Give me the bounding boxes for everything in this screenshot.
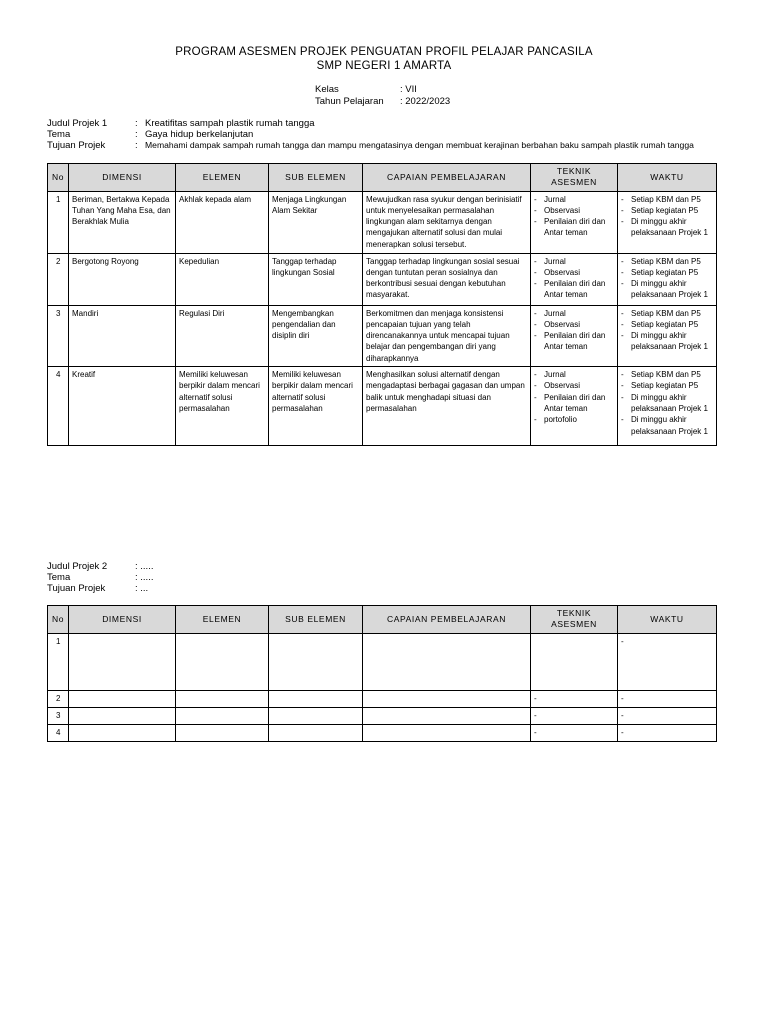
col-elemen: ELEMEN <box>176 164 269 192</box>
teknik-item: - portofolio <box>534 414 614 425</box>
row-waktu: - <box>618 707 717 724</box>
teknik-item: - Jurnal <box>534 369 614 380</box>
col-sub-elemen: SUB ELEMEN <box>269 606 363 634</box>
table-row <box>48 191 717 253</box>
teknik-item: - Observasi <box>534 380 614 391</box>
row-capaian: Mewujudkan rasa syukur dengan berinisiatif untuk menyelesaikan permasalahan lingkungan alam sekitarnya dengan mengajukan alternatif solusi dan mulai menerapkan solusi tersebut. <box>363 191 531 253</box>
waktu-item: - Di minggu akhir pelaksanaan Projek 1 <box>621 216 713 239</box>
waktu-item: - Setiap kegiatan P5 <box>621 319 713 330</box>
col-teknik: TEKNIK ASESMEN <box>531 164 618 192</box>
col-capaian: CAPAIAN PEMBELAJARAN <box>363 606 531 634</box>
row-sub-elemen <box>269 724 363 741</box>
col-waktu: WAKTU <box>618 164 717 192</box>
row-teknik <box>531 191 618 253</box>
row-teknik <box>531 367 618 446</box>
row-capaian: Tanggap terhadap lingkungan sosial sesuai dengan tuntutan peran sosialnya dan berkontribusi sesuai dengan kebutuhan masyarakat. <box>363 253 531 305</box>
row-waktu <box>618 191 717 253</box>
row-capaian: Berkomitmen dan menjaga konsistensi pencapaian tujuan yang telah direncanakannya untuk mencapai tujuan belajar dan pengembangan diri yang diharapkannya <box>363 305 531 366</box>
row-dimensi: Beriman, Bertakwa Kepada Tuhan Yang Maha Esa, dan Berakhlak Mulia <box>69 191 176 253</box>
row-waktu <box>618 367 717 446</box>
row-capaian <box>363 633 531 690</box>
teknik-item: - Jurnal <box>534 256 614 267</box>
project2-info <box>47 561 153 594</box>
assessment-table-1 <box>47 163 717 446</box>
table-row <box>48 690 717 707</box>
row-waktu: - <box>618 633 717 690</box>
row-capaian <box>363 707 531 724</box>
row-elemen: Akhlak kepada alam <box>176 191 269 253</box>
row-elemen <box>176 707 269 724</box>
project1-info: Judul Projek 1 : Kreatifitas sampah plastik rumah tangga Tema : Gaya hidup berkelanjutan Tujuan Projek : Memahami dampak sampah rumah tangga dan mampu mengatasinya dengan membuat kerajinan berbahan baku sampah plastik rumah tangga <box>47 118 694 151</box>
waktu-item: - Di minggu akhir pelaksanaan Projek 1 <box>621 278 713 301</box>
row-no: 4 <box>48 724 69 741</box>
tahun-label: Tahun Pelajaran <box>315 96 384 107</box>
waktu-item: - Di minggu akhir pelaksanaan Projek 1 <box>621 330 713 353</box>
row-elemen <box>176 690 269 707</box>
row-waktu <box>618 305 717 366</box>
row-waktu <box>618 253 717 305</box>
row-elemen <box>176 633 269 690</box>
row-capaian <box>363 690 531 707</box>
row-sub-elemen: Tanggap terhadap lingkungan Sosial <box>269 253 363 305</box>
col-sub-elemen: SUB ELEMEN <box>269 164 363 192</box>
tujuan-value: Memahami dampak sampah rumah tangga dan mampu mengatasinya dengan membuat kerajinan berbahan baku sampah plastik rumah tangga <box>145 140 694 150</box>
judul-label: Judul Projek 1 <box>47 118 108 129</box>
row-waktu: - <box>618 724 717 741</box>
row-elemen: Memiliki keluwesan berpikir dalam mencari alternatif solusi permasalahan <box>176 367 269 446</box>
tujuan2-value: : ... <box>135 583 149 594</box>
row-teknik <box>531 305 618 366</box>
judul2-label: Judul Projek 2 <box>47 561 108 572</box>
waktu-item: - Setiap kegiatan P5 <box>621 205 713 216</box>
row-no: 1 <box>48 191 69 253</box>
table-row <box>48 305 717 366</box>
tahun-value: : 2022/2023 <box>400 96 451 107</box>
row-dimensi: Bergotong Royong <box>69 253 176 305</box>
waktu-item: - Setiap KBM dan P5 <box>621 369 713 380</box>
row-sub-elemen: Mengembangkan pengendalian dan disiplin diri <box>269 305 363 366</box>
row-no: 2 <box>48 690 69 707</box>
col-waktu: WAKTU <box>618 606 717 634</box>
tema-value: Gaya hidup berkelanjutan <box>145 129 254 140</box>
col-no: No <box>48 164 69 192</box>
table-header-row <box>48 164 717 192</box>
row-capaian <box>363 724 531 741</box>
kelas-value: : VII <box>400 84 417 95</box>
row-no: 4 <box>48 367 69 446</box>
col-dimensi: DIMENSI <box>69 606 176 634</box>
teknik-item: - Penilaian diri dan Antar teman <box>534 330 614 353</box>
table-header-row <box>48 606 717 634</box>
tema-label: Tema <box>47 129 71 140</box>
assessment-table-2 <box>47 605 717 742</box>
row-no: 2 <box>48 253 69 305</box>
table-row <box>48 707 717 724</box>
row-sub-elemen <box>269 690 363 707</box>
col-no: No <box>48 606 69 634</box>
row-elemen: Regulasi Diri <box>176 305 269 366</box>
row-capaian: Menghasilkan solusi alternatif dengan mengadaptasi berbagai gagasan dan umpan balik untuk menghadapi situasi dan permasalahan <box>363 367 531 446</box>
teknik-item: - Observasi <box>534 319 614 330</box>
row-teknik: - <box>531 707 618 724</box>
waktu-item: - Setiap kegiatan P5 <box>621 380 713 391</box>
school-name: SMP NEGERI 1 AMARTA <box>316 60 452 72</box>
table-row <box>48 633 717 690</box>
row-sub-elemen <box>269 633 363 690</box>
teknik-item: - Penilaian diri dan Antar teman <box>534 392 614 415</box>
teknik-item: - Penilaian diri dan Antar teman <box>534 278 614 301</box>
teknik-item: - Observasi <box>534 205 614 216</box>
tujuan2-label: Tujuan Projek <box>47 583 106 594</box>
row-no: 3 <box>48 707 69 724</box>
table-row <box>48 367 717 446</box>
waktu-item: - Setiap KBM dan P5 <box>621 308 713 319</box>
row-dimensi: Kreatif <box>69 367 176 446</box>
col-teknik: TEKNIK ASESMEN <box>531 606 618 634</box>
row-sub-elemen: Menjaga Lingkungan Alam Sekitar <box>269 191 363 253</box>
waktu-item: - Setiap kegiatan P5 <box>621 267 713 278</box>
tema2-value: : ..... <box>135 572 154 583</box>
waktu-item: - Setiap KBM dan P5 <box>621 256 713 267</box>
judul-value: Kreatifitas sampah plastik rumah tangga <box>145 118 315 129</box>
waktu-item: - Di minggu akhir pelaksanaan Projek 1 <box>621 392 713 415</box>
row-elemen <box>176 724 269 741</box>
tujuan-label: Tujuan Projek <box>47 140 106 151</box>
teknik-item: - Observasi <box>534 267 614 278</box>
waktu-item: - Di minggu akhir pelaksanaan Projek 1 <box>621 414 713 437</box>
row-dimensi <box>69 707 176 724</box>
row-sub-elemen <box>269 707 363 724</box>
row-no: 3 <box>48 305 69 366</box>
teknik-item: - Jurnal <box>534 308 614 319</box>
waktu-item: - Setiap KBM dan P5 <box>621 194 713 205</box>
col-dimensi: DIMENSI <box>69 164 176 192</box>
row-teknik <box>531 253 618 305</box>
teknik-item: - Jurnal <box>534 194 614 205</box>
kelas-label: Kelas <box>315 84 339 95</box>
row-waktu: - <box>618 690 717 707</box>
col-capaian: CAPAIAN PEMBELAJARAN <box>363 164 531 192</box>
row-teknik <box>531 633 618 690</box>
row-dimensi <box>69 633 176 690</box>
row-sub-elemen: Memiliki keluwesan berpikir dalam mencari alternatif solusi permasalahan <box>269 367 363 446</box>
row-dimensi: Mandiri <box>69 305 176 366</box>
document-title: PROGRAM ASESMEN PROJEK PENGUATAN PROFIL PELAJAR PANCASILA <box>175 46 593 58</box>
table-row <box>48 253 717 305</box>
judul2-value: : ..... <box>135 561 154 572</box>
table-row <box>48 724 717 741</box>
row-elemen: Kepedulian <box>176 253 269 305</box>
row-dimensi <box>69 690 176 707</box>
tema2-label: Tema <box>47 572 71 583</box>
row-no: 1 <box>48 633 69 690</box>
teknik-item: - Penilaian diri dan Antar teman <box>534 216 614 239</box>
row-dimensi <box>69 724 176 741</box>
col-elemen: ELEMEN <box>176 606 269 634</box>
row-teknik: - <box>531 724 618 741</box>
row-teknik: - <box>531 690 618 707</box>
